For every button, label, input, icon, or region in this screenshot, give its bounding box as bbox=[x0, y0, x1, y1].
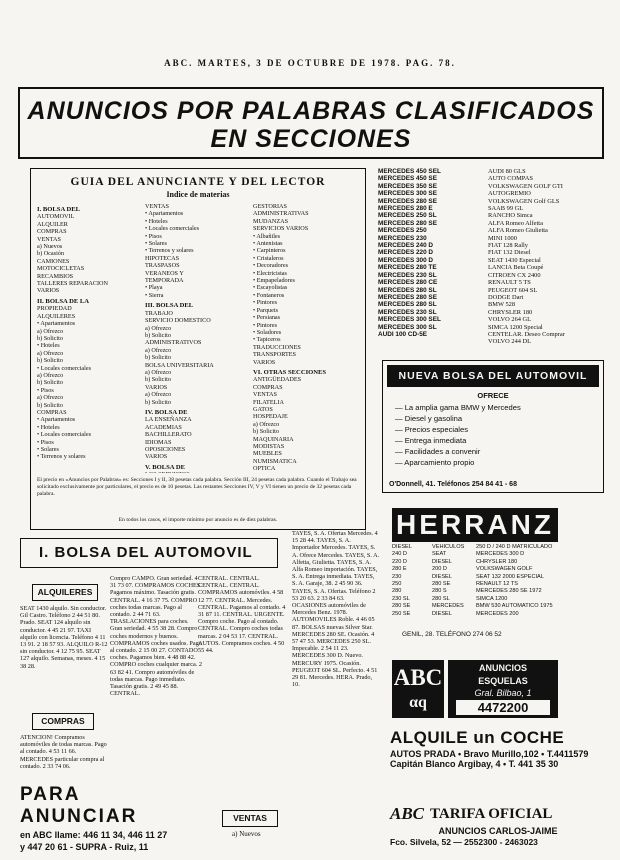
herranz-row bbox=[392, 566, 558, 573]
guide-index-item: b) Solicito bbox=[37, 379, 63, 387]
car-listing-row bbox=[378, 249, 606, 256]
classified-banner bbox=[18, 87, 604, 159]
page-header: ABC. MARTES, 3 DE OCTUBRE DE 1978. PAG. 78. bbox=[164, 58, 456, 68]
car-listing-row bbox=[378, 190, 606, 197]
guide-index-item: III. BOLSA DEL bbox=[145, 302, 194, 310]
guide-index-item: TRADUCCIONES bbox=[253, 343, 301, 351]
guide-index-item: TRABAJO bbox=[145, 309, 173, 317]
guide-index-item: GATOS bbox=[253, 405, 273, 413]
guide-index-item: MAQUINARIA bbox=[253, 435, 294, 443]
compras-column-3: CENTRAL. CENTRAL. CENTRAL. CENTRAL. COMPRAMOS automóviles. 4 58 12 77. CENTRAL. Mercedes. CENTRAL. Pagamos al contado. 4 31 87 11. CENTRAL. URGENTE. Compro coche. Pago al contado. CENTRAL. Compro coches todas marcas. 2 04 53 17. CENTRAL. AUTOS. Compramos coches. 4 50 55 44. bbox=[198, 575, 286, 655]
car-listing-left: MERCEDES 240 D bbox=[378, 242, 434, 250]
guide-index-item: • Hoteles bbox=[37, 342, 60, 350]
guide-index-item: MUEBLES bbox=[253, 450, 282, 458]
car-listing-row bbox=[378, 175, 606, 182]
guide-index-item: b) Solicito bbox=[145, 354, 171, 362]
guide-index-item: • Locales comerciales bbox=[37, 364, 92, 372]
guide-index-item: a) Ofrezco bbox=[145, 368, 172, 376]
herranz-cell: VEHICULOS bbox=[432, 544, 465, 550]
nueva-offer-item: — Aparcamiento propio bbox=[395, 458, 475, 467]
herranz-cell: 230 SL bbox=[392, 595, 410, 602]
guide-index-item: HIPOTECAS bbox=[145, 254, 180, 262]
guide-index-item: IDIOMAS bbox=[145, 438, 172, 446]
car-listing-row bbox=[378, 294, 606, 301]
tarifa-title: TARIFA OFICIAL bbox=[430, 805, 553, 822]
guide-index-item: BACHILLERATO bbox=[145, 431, 192, 439]
herranz-cell: BMW 530 AUTOMATICO 1975 bbox=[476, 603, 553, 610]
alquile-address-1: AUTOS PRADA • Bravo Murillo,102 • T.4411579 bbox=[390, 749, 589, 759]
guide-index-item: MUDANZAS bbox=[253, 217, 289, 225]
guide-index-item: b) Solicito bbox=[37, 334, 63, 342]
guide-index-item: b) Solicito bbox=[253, 428, 279, 436]
guide-column-2 bbox=[145, 203, 253, 473]
herranz-row bbox=[392, 544, 558, 551]
car-listing-left: MERCEDES 300 SL bbox=[378, 323, 437, 331]
guide-index-item: PROPIEDAD bbox=[37, 305, 72, 313]
car-listing-row bbox=[378, 331, 606, 338]
guide-index-item: • Decoradores bbox=[253, 262, 288, 270]
car-listing-row bbox=[378, 279, 606, 286]
guide-index-item: LA ENSEÑANZA bbox=[145, 416, 192, 424]
alquileres-text: SEAT 1430 alquilo. Sin conductor. Gil Castro. Teléfono 2 44 51 80. Prado. SEAT 124 alquilo sin conductor. 4 45 21 97. TAXI alquilo con licencia. Teléfono 4 11 13 91. 2 18 57 93. ALQUILO R-12 sin conductor. 4 12 75 95. SEAT 127 alquilo. Semanas, meses. 4 15 38 28. bbox=[20, 605, 108, 670]
car-listing-right: MINI 1000 bbox=[488, 234, 517, 242]
herranz-cell: 200 D bbox=[432, 566, 447, 573]
guide-index-item: • Tapiceros bbox=[253, 336, 281, 344]
guide-index-item: ACADEMIAS bbox=[145, 423, 182, 431]
guide-index-item: • Empapeladores bbox=[253, 277, 295, 285]
car-listing-row bbox=[378, 168, 606, 175]
herranz-cell: VOLKSWAGEN GOLF bbox=[476, 566, 533, 573]
guide-index-item: a) Ofrezco bbox=[37, 327, 64, 335]
car-listing-left: MERCEDES 280 E bbox=[378, 205, 433, 213]
guide-index-item: • Apartamentos bbox=[145, 210, 184, 218]
car-listing-right: CITROEN CX 2400 bbox=[488, 271, 541, 279]
guide-index-item: b) Ocasión bbox=[37, 250, 64, 258]
guide-index-item: • Sierra bbox=[145, 291, 164, 299]
para-phones: en ABC llame: 446 11 34, 446 11 27 bbox=[20, 830, 168, 840]
guide-index-columns bbox=[37, 203, 361, 473]
guide-index-item: • Hoteles bbox=[37, 423, 60, 431]
guide-index-item: • Terrenos y solares bbox=[145, 247, 194, 255]
guide-index-item: SERVICIOS VARIOS bbox=[253, 225, 309, 233]
car-listing-row bbox=[378, 198, 606, 205]
guide-index-item: • Parquets bbox=[253, 306, 279, 314]
guide-index-item: TRASPASOS bbox=[145, 262, 180, 270]
guide-index-item: a) Ofrezco bbox=[145, 346, 172, 354]
guide-index-item: VENTAS bbox=[253, 391, 277, 399]
alquile-address-2: Capitán Blanco Argibay, 4 • T. 441 35 30 bbox=[390, 759, 559, 769]
nueva-address: O'Donnell, 41. Teléfonos 254 84 41 - 68 bbox=[389, 481, 517, 488]
guide-index-item: • Cristaleros bbox=[253, 254, 284, 262]
guide-index-item: • Escayolistas bbox=[253, 284, 288, 292]
guide-index-item: b) Solicito bbox=[145, 376, 171, 384]
guide-index-item: • Electricistas bbox=[253, 269, 287, 277]
herranz-cell: 280 SE bbox=[432, 581, 451, 588]
para-anunciar-ad bbox=[20, 784, 198, 852]
guide-index-item: OPOSICIONES bbox=[145, 446, 186, 453]
compras-text: ATENCION! Compramos automóviles de todas marcas. Pago al contado. 4 53 11 66. MERCEDES particular compra al contado. 2 33 74 06. bbox=[20, 734, 107, 770]
guide-price-note: El precio en «Anuncios por Palabras» es: Secciones I y II, 38 pesetas cada palabra. Sección III, 24 pesetas cada palabra. Cuando el Trabajo sea solicitado exclusivamente por particulares, el precio es de 10 pesetas. Las restantes Secciones IV, V y VI tienen un precio de 32 pesetas cada palabra. bbox=[37, 477, 357, 497]
car-listing-right: BMW 528 bbox=[488, 301, 516, 309]
herranz-row bbox=[392, 588, 558, 595]
guide-index-item: a) Ofrezco bbox=[37, 394, 64, 402]
guide-index-item: • Playa bbox=[145, 284, 163, 292]
car-listing-left: MERCEDES 280 SE bbox=[378, 293, 437, 301]
car-listing-left: MERCEDES 280 SL bbox=[378, 286, 437, 294]
herranz-cell: MERCEDES bbox=[432, 603, 464, 610]
car-listing-right: SAAB 99 GL bbox=[488, 205, 524, 213]
car-listing-row bbox=[378, 301, 606, 308]
guide-index-item: II. BOLSA DE LA bbox=[37, 297, 90, 305]
guide-index-item: • Pisos bbox=[37, 386, 54, 394]
herranz-cell: DIESEL bbox=[392, 544, 412, 550]
guide-index-item: CAMIONES bbox=[37, 257, 70, 265]
car-listing-row bbox=[378, 316, 606, 323]
guide-index-item: SERVICIO DOMESTICO bbox=[145, 317, 211, 325]
guide-index-item: BOLSA UNIVERSITARIA bbox=[145, 361, 214, 369]
abc-logo-mark-icon: αq bbox=[409, 694, 427, 711]
car-listing-left: MERCEDES 450 SE bbox=[378, 175, 437, 183]
herranz-row bbox=[392, 596, 558, 603]
guide-index-item: b) Solicito bbox=[145, 331, 171, 339]
car-listing-right: SEAT 1430 Especial bbox=[488, 256, 541, 264]
guide-index-item: • Hoteles bbox=[145, 217, 168, 225]
car-listing-left: AUDI 100 CD-5E bbox=[378, 330, 428, 338]
car-listing-right: AUTOGREMIO bbox=[488, 190, 531, 198]
ventas-label: VENTAS bbox=[222, 810, 278, 827]
guide-index-item: a) Ofrezco bbox=[37, 349, 64, 357]
guide-index-item: • Pintores bbox=[253, 321, 277, 329]
compras-column-2: Compro CAMPO. Gran seriedad. 4 31 73 07. COMPRAMOS COCHES. Pagamos máximo. Tasación gratis. CENTRAL. 4 16 37 75. COMPRO coches todas marcas. Pago al contado. 2 44 71 63. TRASLACIONES para coches. Gran seriedad. 4 55 38 28. Compro coches modernos y buenos. COMPRAMOS coches usados. Pago al contado. 2 15 00 27. CONTADO coches. Pagamos bien. 4 48 88 42. COMPRO coches cualquier marca. 2 63 82 41. Compro automóviles de todas marcas. Pago inmediato. Tasación gratis. 2 49 45 88. CENTRAL. bbox=[110, 575, 202, 698]
nueva-title: NUEVA BOLSA DEL AUTOMOVIL bbox=[387, 365, 599, 387]
car-listing-left: MERCEDES 230 SL bbox=[378, 271, 437, 279]
tarifa-agency: ANUNCIOS CARLOS-JAIME bbox=[438, 826, 558, 836]
car-listings-column bbox=[378, 168, 606, 356]
car-listing-left: MERCEDES 280 SE bbox=[378, 197, 437, 205]
guide-index-item: a) Ofrezco bbox=[145, 391, 172, 399]
car-listing-row bbox=[378, 242, 606, 249]
guide-index-item: • Pintores bbox=[253, 299, 277, 307]
guide-index-item: VI. OTRAS SECCIONES bbox=[253, 368, 327, 376]
guide-index-item: VARIOS bbox=[145, 453, 168, 461]
nueva-offer-item: — La amplia gama BMW y Mercedes bbox=[395, 403, 521, 412]
guide-index-item bbox=[145, 471, 253, 473]
car-listing-right: RENAULT 5 TS bbox=[488, 279, 531, 287]
guide-index-item: • Antenistas bbox=[253, 240, 283, 248]
abc-logo bbox=[392, 660, 444, 718]
guide-index-item: AUTOMOVIL bbox=[37, 213, 75, 221]
car-listing-row bbox=[378, 212, 606, 219]
guide-index-item: VARIOS bbox=[145, 383, 168, 391]
ventas-column-4: TAYES, S. A. Ofertas Mercedes. 4 15 28 44. TAYES, S. A. Importador Mercedes. TAYES, S. A. Ofrece Mercedes. TAYES, S. A. Alfetta, Giulietta. TAYES, S. A. Alfa Romeo importación. TAYES, S. A. Entrega inmediata. TAYES, S. A. Garaje, 38. 2 45 90 36. TAYES, S. A. Ofertas. Teléfono 2 53 20 63. 2 33 84 63. OCASIONES automóviles de Mercedes Benz. 1978. AUTOMOVILES Roble. 4 46 05 87. BOLSAS nuevas Silver Star. MERCEDES 280 SE. Ocasión. 4 57 47 53. MERCEDES 250 SL. Impecable. 2 54 11 23. MERCEDES 300 D. Nuevo. MERCURY 1975. Ocasión. PEUGEOT 604 SL. Perfecto. 4 51 29 81. Mercedes. HERA. Prado, 10. bbox=[292, 530, 380, 689]
herranz-row bbox=[392, 574, 558, 581]
herranz-row bbox=[392, 551, 558, 558]
guide-index-item: • Carpinteros bbox=[253, 247, 286, 255]
banner-line-1: ANUNCIOS POR PALABRAS CLASIFICADOS bbox=[27, 97, 595, 125]
herranz-cell: SIMCA 1200 bbox=[476, 595, 508, 602]
car-listing-row bbox=[378, 338, 606, 345]
guide-index-item: • Pisos bbox=[145, 232, 162, 240]
herranz-cell: CHRYSLER 180 bbox=[476, 558, 518, 565]
guide-index-item: TALLERES REPARACION bbox=[37, 280, 108, 288]
guide-index-item: OPTICA bbox=[253, 465, 276, 473]
car-listing-right: DODGE Dart bbox=[488, 293, 524, 301]
car-listing-left: MERCEDES 280 SE bbox=[378, 219, 437, 227]
guide-subtitle: Indice de materias bbox=[166, 190, 230, 199]
car-listing-right: RANCHO Simca bbox=[488, 212, 533, 220]
herranz-cell: 280 S bbox=[432, 588, 447, 595]
herranz-cell: 280 SL bbox=[432, 595, 450, 602]
guide-index-item: ALQUILERES bbox=[37, 312, 76, 320]
car-listing-row bbox=[378, 227, 606, 234]
guide-index-item: ADMINISTRATIVOS bbox=[145, 339, 202, 347]
tarifa-oficial-ad bbox=[390, 804, 606, 847]
car-listing-right: PEUGEOT 604 SL bbox=[488, 286, 538, 294]
herranz-row bbox=[392, 603, 558, 610]
herranz-row bbox=[392, 559, 558, 566]
guide-index-item: • Soladores bbox=[253, 328, 282, 336]
ventas-subheading: a) Nuevos bbox=[232, 830, 261, 838]
car-listing-row bbox=[378, 257, 606, 264]
car-listing-left: MERCEDES 250 SL bbox=[378, 212, 437, 220]
car-listing-left: MERCEDES 280 TE bbox=[378, 264, 437, 272]
car-listing-left: MERCEDES 280 SL bbox=[378, 301, 437, 309]
herranz-phone: GENIL, 28. TELÉFONO 274 06 52 bbox=[402, 631, 502, 638]
guide-index-item: • Locales comerciales bbox=[145, 225, 200, 233]
car-listing-row bbox=[378, 183, 606, 190]
car-listing-right: FIAT 132 Diesel bbox=[488, 249, 531, 257]
guide-index-item: • Apartamentos bbox=[37, 416, 76, 424]
abc-ad-line2: ESQUELAS bbox=[478, 676, 528, 686]
guide-index-item: ANTIGÜEDADES bbox=[253, 376, 302, 384]
herranz-cell: SEAT bbox=[432, 551, 447, 558]
guide-index-item: ALQUILER bbox=[37, 220, 68, 228]
car-listing-right: ALFA Romeo Giulietta bbox=[488, 227, 548, 235]
abc-ad-line1: ANUNCIOS bbox=[478, 663, 527, 673]
guide-index-item: COMPRAS bbox=[253, 383, 283, 391]
car-listing-left: MERCEDES 230 SL bbox=[378, 308, 437, 316]
guide-index-item: • Pisos bbox=[37, 438, 54, 446]
guide-index-item: NUMISMATICA bbox=[253, 457, 297, 465]
herranz-row bbox=[392, 611, 558, 618]
nueva-offer-item: — Precios especiales bbox=[395, 425, 469, 434]
herranz-cell: 280 E bbox=[392, 566, 407, 573]
car-listing-right: CHRYSLER 180 bbox=[488, 308, 533, 316]
herranz-logo: HERRANZ bbox=[392, 508, 558, 542]
para-address: y 447 20 61 - SUPRA - Ruiz, 11 bbox=[20, 842, 149, 852]
car-listing-left: MERCEDES 300 D bbox=[378, 256, 434, 264]
guide-index-item: • Albañiles bbox=[253, 232, 281, 240]
guide-index-item: a) Ofrezco bbox=[145, 324, 172, 332]
advertiser-guide bbox=[30, 168, 366, 530]
guide-index-item: VENTAS bbox=[145, 203, 169, 210]
car-listing-left: MERCEDES 230 bbox=[378, 234, 427, 242]
guide-index-item: ADMINISTRATIVAS bbox=[253, 210, 309, 218]
herranz-listing-table bbox=[392, 544, 558, 618]
car-listing-left: MERCEDES 300 SEL bbox=[378, 316, 441, 324]
car-listing-left bbox=[378, 338, 482, 345]
bolsa-automovil-heading: I. BOLSA DEL AUTOMOVIL bbox=[20, 538, 278, 568]
herranz-row bbox=[392, 581, 558, 588]
nueva-offer: OFRECE bbox=[477, 391, 509, 400]
guide-index-item: GESTORIAS bbox=[253, 203, 287, 210]
guide-index-item: a) Ofrezco bbox=[253, 420, 280, 428]
car-listing-row bbox=[378, 235, 606, 242]
car-listing-left: MERCEDES 300 SE bbox=[378, 190, 437, 198]
car-listing-right: VOLVO 264 GL bbox=[488, 316, 532, 324]
guide-index-item: TRANSPORTES bbox=[253, 351, 296, 359]
guide-index-item: COMPRAS bbox=[37, 408, 67, 416]
abc-ad-address: Gral. Bilbao, 1 bbox=[474, 688, 532, 698]
abc-esquelas-ad bbox=[392, 660, 558, 718]
guide-index-item: VERANEOS Y bbox=[145, 269, 184, 277]
nueva-offer-item: — Entrega inmediata bbox=[395, 436, 467, 445]
alquile-coche-ad bbox=[390, 728, 606, 769]
tarifa-address: Fco. Silvela, 52 — 2552300 - 2463023 bbox=[390, 837, 538, 847]
herranz-cell: MERCEDES 200 bbox=[476, 610, 519, 617]
car-listing-right: LANCIA Beta Coupé bbox=[488, 264, 544, 272]
guide-index-item: b) Solicito bbox=[37, 401, 63, 409]
car-listing-left: MERCEDES 450 SEL bbox=[378, 168, 441, 175]
car-listing-right: VOLVO 244 DL bbox=[488, 338, 532, 346]
banner-line-2: EN SECCIONES bbox=[210, 125, 412, 153]
herranz-cell: RENAULT 12 TS bbox=[476, 581, 518, 588]
herranz-cell: MERCEDES 280 SE 1972 bbox=[476, 588, 542, 595]
car-listing-right: CENTELAR. Deseo Comprar bbox=[488, 330, 565, 338]
herranz-cell: SEAT 132 2000 ESPECIAL bbox=[476, 573, 544, 580]
guide-index-item: VARIOS bbox=[37, 287, 60, 295]
guide-title: GUIA DEL ANUNCIANTE Y DEL LECTOR bbox=[70, 176, 326, 188]
guide-index-item: • Persianas bbox=[253, 314, 281, 322]
guide-index-item: IV. BOLSA DE bbox=[145, 408, 188, 416]
nueva-offer-item: — Diesel y gasolina bbox=[395, 414, 463, 423]
car-listing-row bbox=[378, 272, 606, 279]
guide-index-item: TEMPORADA bbox=[145, 277, 184, 285]
guide-index-item: V. BOLSA DE bbox=[145, 463, 186, 471]
guide-index-item: • Fontaneros bbox=[253, 291, 285, 299]
car-listing-right: VOLKSWAGEN Golf GLS bbox=[488, 197, 560, 205]
car-listing-right: ALFA Romeo Alfetta bbox=[488, 219, 543, 227]
guide-column-3 bbox=[253, 203, 361, 473]
guide-index-item: • Locales comerciales bbox=[37, 431, 92, 439]
guide-index-item: b) Solicito bbox=[145, 398, 171, 406]
guide-index-item: I. BOLSA DEL bbox=[37, 206, 81, 213]
car-listing-left: MERCEDES 280 CE bbox=[378, 279, 438, 287]
herranz-cell: DIESEL bbox=[432, 558, 452, 565]
guide-index-item: • Solares bbox=[37, 446, 59, 453]
guide-index-item: a) Nuevos bbox=[37, 243, 63, 251]
herranz-cell: 280 SE bbox=[392, 603, 411, 610]
car-listing-right: VOLKSWAGEN GOLF GTI bbox=[488, 182, 563, 190]
car-listing-left: MERCEDES 250 bbox=[378, 227, 427, 235]
nueva-offer-item: — Facilidades a convenir bbox=[395, 447, 481, 456]
nueva-offer-list bbox=[383, 402, 603, 468]
abc-ad-phone: 4472200 bbox=[456, 700, 550, 715]
car-listing-left: MERCEDES 350 SE bbox=[378, 182, 437, 190]
car-listing-left: MERCEDES 220 D bbox=[378, 249, 434, 257]
herranz-cell: 220 D bbox=[392, 558, 407, 565]
guide-index-item: • Solares bbox=[145, 240, 167, 248]
car-listing-row bbox=[378, 324, 606, 331]
guide-index-item: MODISTAS bbox=[253, 443, 285, 450]
guide-index-item: • Terrenos y solares bbox=[37, 453, 86, 461]
car-listing-row bbox=[378, 220, 606, 227]
guide-index-item: • Apartamentos bbox=[37, 320, 76, 328]
alquileres-label: ALQUILERES bbox=[32, 584, 98, 601]
guide-index-item: COMPRAS bbox=[37, 228, 67, 236]
compras-label: COMPRAS bbox=[32, 713, 94, 730]
alquile-title: ALQUILE un COCHE bbox=[390, 728, 565, 747]
car-listing-right: FIAT 128 Rally bbox=[488, 242, 529, 250]
guide-column-1 bbox=[37, 203, 145, 473]
car-listing-row bbox=[378, 264, 606, 271]
car-listing-row bbox=[378, 205, 606, 212]
nueva-bolsa-ad bbox=[382, 360, 604, 493]
herranz-cell: MERCEDES 300 D bbox=[476, 551, 525, 558]
guide-index-item: MOTOCICLETAS bbox=[37, 265, 85, 273]
car-listing-right: AUTO COMPAS bbox=[488, 175, 533, 183]
tarifa-abc-logo: ABC bbox=[390, 804, 425, 823]
para-title: PARA ANUNCIAR bbox=[20, 784, 138, 827]
guide-index-item: VENTAS bbox=[37, 235, 61, 243]
herranz-cell: 250 D / 240 D MATRICULADO bbox=[476, 544, 553, 550]
guide-index-item: a) Ofrezco bbox=[37, 371, 64, 379]
abc-logo-text: ABC bbox=[393, 665, 443, 690]
car-listing-right: SIMCA 1200 Special bbox=[488, 323, 543, 331]
herranz-cell: 230 bbox=[392, 573, 402, 580]
car-listing-right: AUDI 80 GLS bbox=[488, 168, 526, 175]
guide-minimum-note: En todos los casos, el importe mínimo por anuncio es de diez palabras. bbox=[118, 517, 278, 523]
herranz-cell: 240 D bbox=[392, 551, 407, 558]
guide-index-item: RECAMBIOS bbox=[37, 272, 74, 280]
guide-index-item: b) Solicito bbox=[37, 357, 63, 365]
abc-ad-text bbox=[448, 660, 558, 718]
herranz-cell: 280 bbox=[392, 588, 402, 595]
guide-index-item: FILATELIA bbox=[253, 398, 284, 406]
herranz-cell: DIESEL bbox=[432, 610, 452, 617]
guide-index-item: HOSPEDAJE bbox=[253, 413, 288, 421]
car-listing-row bbox=[378, 309, 606, 316]
car-listing-row bbox=[378, 287, 606, 294]
herranz-cell: 250 bbox=[392, 581, 402, 588]
guide-index-item: VARIOS bbox=[253, 358, 276, 366]
herranz-cell: DIESEL bbox=[432, 573, 452, 580]
herranz-cell: 250 SE bbox=[392, 610, 411, 617]
